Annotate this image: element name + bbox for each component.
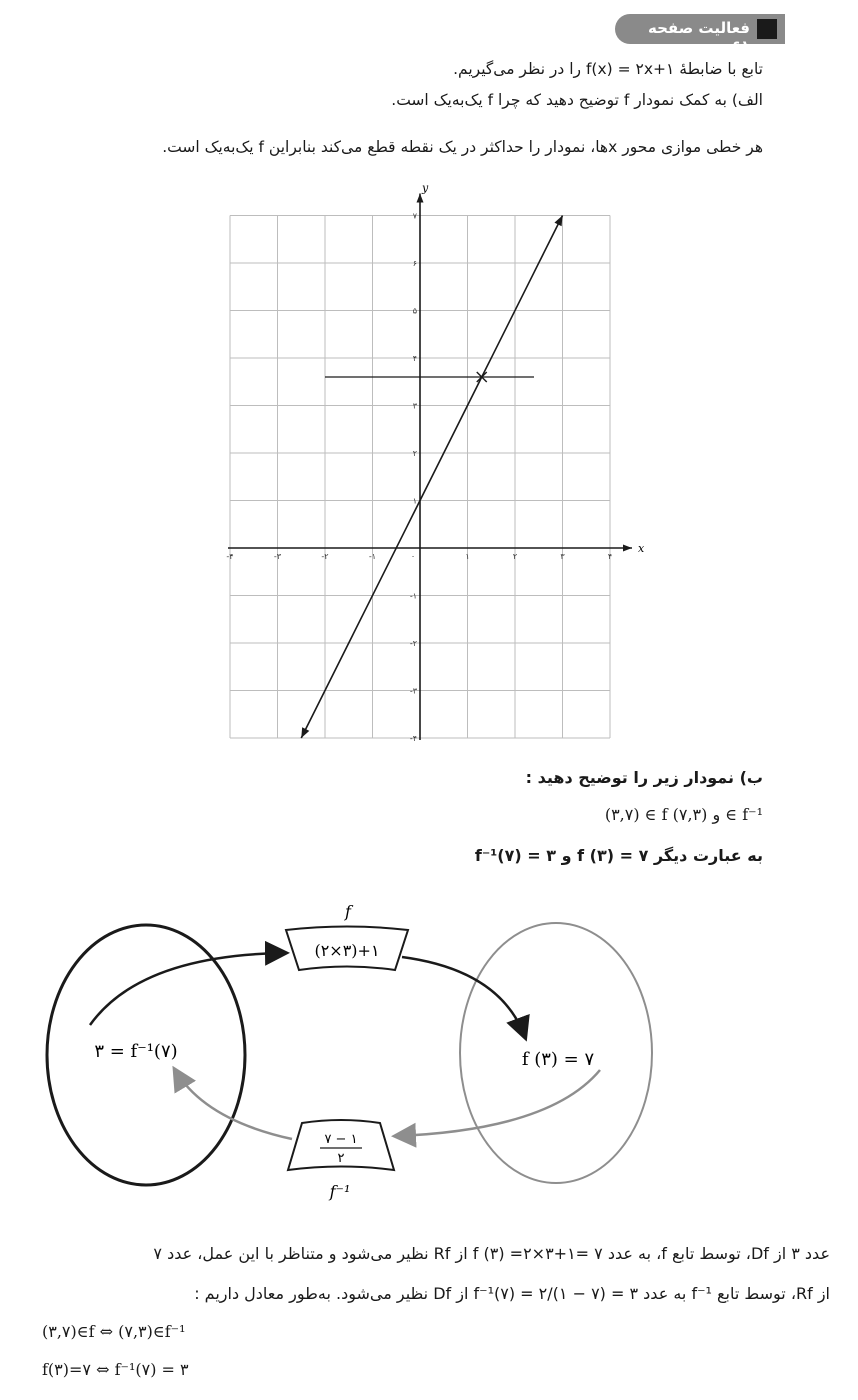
f-inverse-label: f⁻¹ bbox=[329, 1182, 351, 1201]
part-b-relation: (۳,۷) ∈ f و (۷,۳) ∈ f⁻¹ bbox=[604, 805, 763, 824]
y-tick-label: -۲ bbox=[409, 639, 417, 648]
y-axis-label: y bbox=[422, 185, 429, 195]
intro-line-1: تابع با ضابطهٔ f(x) = ۲x+۱ را در نظر می‌گیریم. bbox=[453, 60, 763, 78]
f-inverse-numerator: ۷ − ۱ bbox=[324, 1132, 358, 1147]
range-element: f (۳) = ۷ bbox=[521, 1049, 595, 1070]
domain-element: ۳ = f⁻¹(۷) bbox=[94, 1041, 178, 1062]
section-marker-icon bbox=[757, 19, 777, 39]
x-tick-label: ۰ bbox=[410, 552, 416, 561]
y-tick-label: ۱ bbox=[412, 496, 417, 506]
function-line bbox=[301, 216, 562, 739]
x-tick-label: -۱ bbox=[368, 552, 377, 561]
f-label: f bbox=[345, 902, 351, 921]
part-b-title: ب) نمودار زیر را توضیح دهید : bbox=[525, 768, 763, 787]
x-tick-label: -۳ bbox=[273, 552, 282, 561]
x-tick-label: ۱ bbox=[465, 552, 470, 561]
x-axis-label: x bbox=[638, 542, 645, 555]
y-tick-label: ۲ bbox=[412, 449, 417, 458]
y-tick-label: -۴ bbox=[409, 734, 417, 743]
x-tick-label: ۴ bbox=[607, 552, 613, 561]
function-line-arrowhead-bottom bbox=[301, 727, 309, 738]
mapping-diagram bbox=[30, 895, 670, 1210]
function-graph bbox=[215, 185, 655, 745]
section-title: فعالیت صفحه ۶۱ bbox=[648, 19, 750, 55]
part-b-restate: به عبارت دیگر ۷ = (۳) f و ۳ = (۷)f⁻¹ bbox=[474, 846, 763, 865]
equivalence-1: (۳,۷)∈f ⇔ (۷,۳)∈f⁻¹ bbox=[42, 1322, 186, 1341]
y-tick-label: -۳ bbox=[409, 686, 417, 696]
arrow-domain-to-f bbox=[90, 953, 285, 1025]
arrow-range-to-finv bbox=[396, 1070, 600, 1136]
x-tick-label: ۲ bbox=[512, 552, 518, 561]
y-tick-label: ۵ bbox=[412, 306, 417, 316]
y-tick-label: ۳ bbox=[412, 401, 417, 411]
y-tick-label: ۷ bbox=[412, 211, 417, 221]
x-axis-arrowhead bbox=[623, 545, 632, 552]
f-inverse-denominator: ۲ bbox=[337, 1151, 345, 1166]
conclusion-line-1: عدد ۳ از Df، توسط تابع f، به عدد ۷ =۱+۳×۲= (۳) f از Rf نظیر می‌شود و متناظر با این عمل، عدد ۷ bbox=[153, 1244, 830, 1263]
intro-line-2: الف) به کمک نمودار f توضیح دهید که چرا f یک‌به‌یک است. bbox=[391, 91, 763, 109]
function-line-arrowhead-top bbox=[554, 216, 562, 227]
x-tick-label: -۴ bbox=[226, 552, 234, 561]
x-tick-label: -۲ bbox=[321, 552, 329, 561]
y-axis-arrowhead bbox=[417, 194, 424, 203]
f-operation-text: (۲×۳)+۱ bbox=[314, 941, 380, 960]
y-tick-labels bbox=[410, 212, 418, 744]
intro-answer: هر خطی موازی محور xها، نمودار را حداکثر در یک نقطه قطع می‌کند بنابراین f یک‌به‌یک است. bbox=[162, 138, 763, 156]
equivalence-2: f(۳)=۷ ⇔ f⁻¹(۷) = ۳ bbox=[42, 1360, 189, 1379]
y-tick-label: ۶ bbox=[412, 259, 417, 268]
y-tick-label: -۱ bbox=[409, 591, 417, 601]
x-tick-label: ۳ bbox=[560, 552, 565, 561]
arrow-finv-to-domain bbox=[175, 1070, 292, 1139]
conclusion-line-2: از Rf، توسط تابع f⁻¹ به عدد ۳ = (۷ − ۱)/۲ = (۷)f⁻¹ از Df نظیر می‌شود. به‌طور معادل داریم : bbox=[194, 1284, 830, 1303]
y-tick-label: ۴ bbox=[412, 354, 417, 363]
graph-series bbox=[301, 216, 562, 739]
arrow-f-to-range bbox=[402, 957, 525, 1037]
graph-axes bbox=[228, 194, 632, 741]
